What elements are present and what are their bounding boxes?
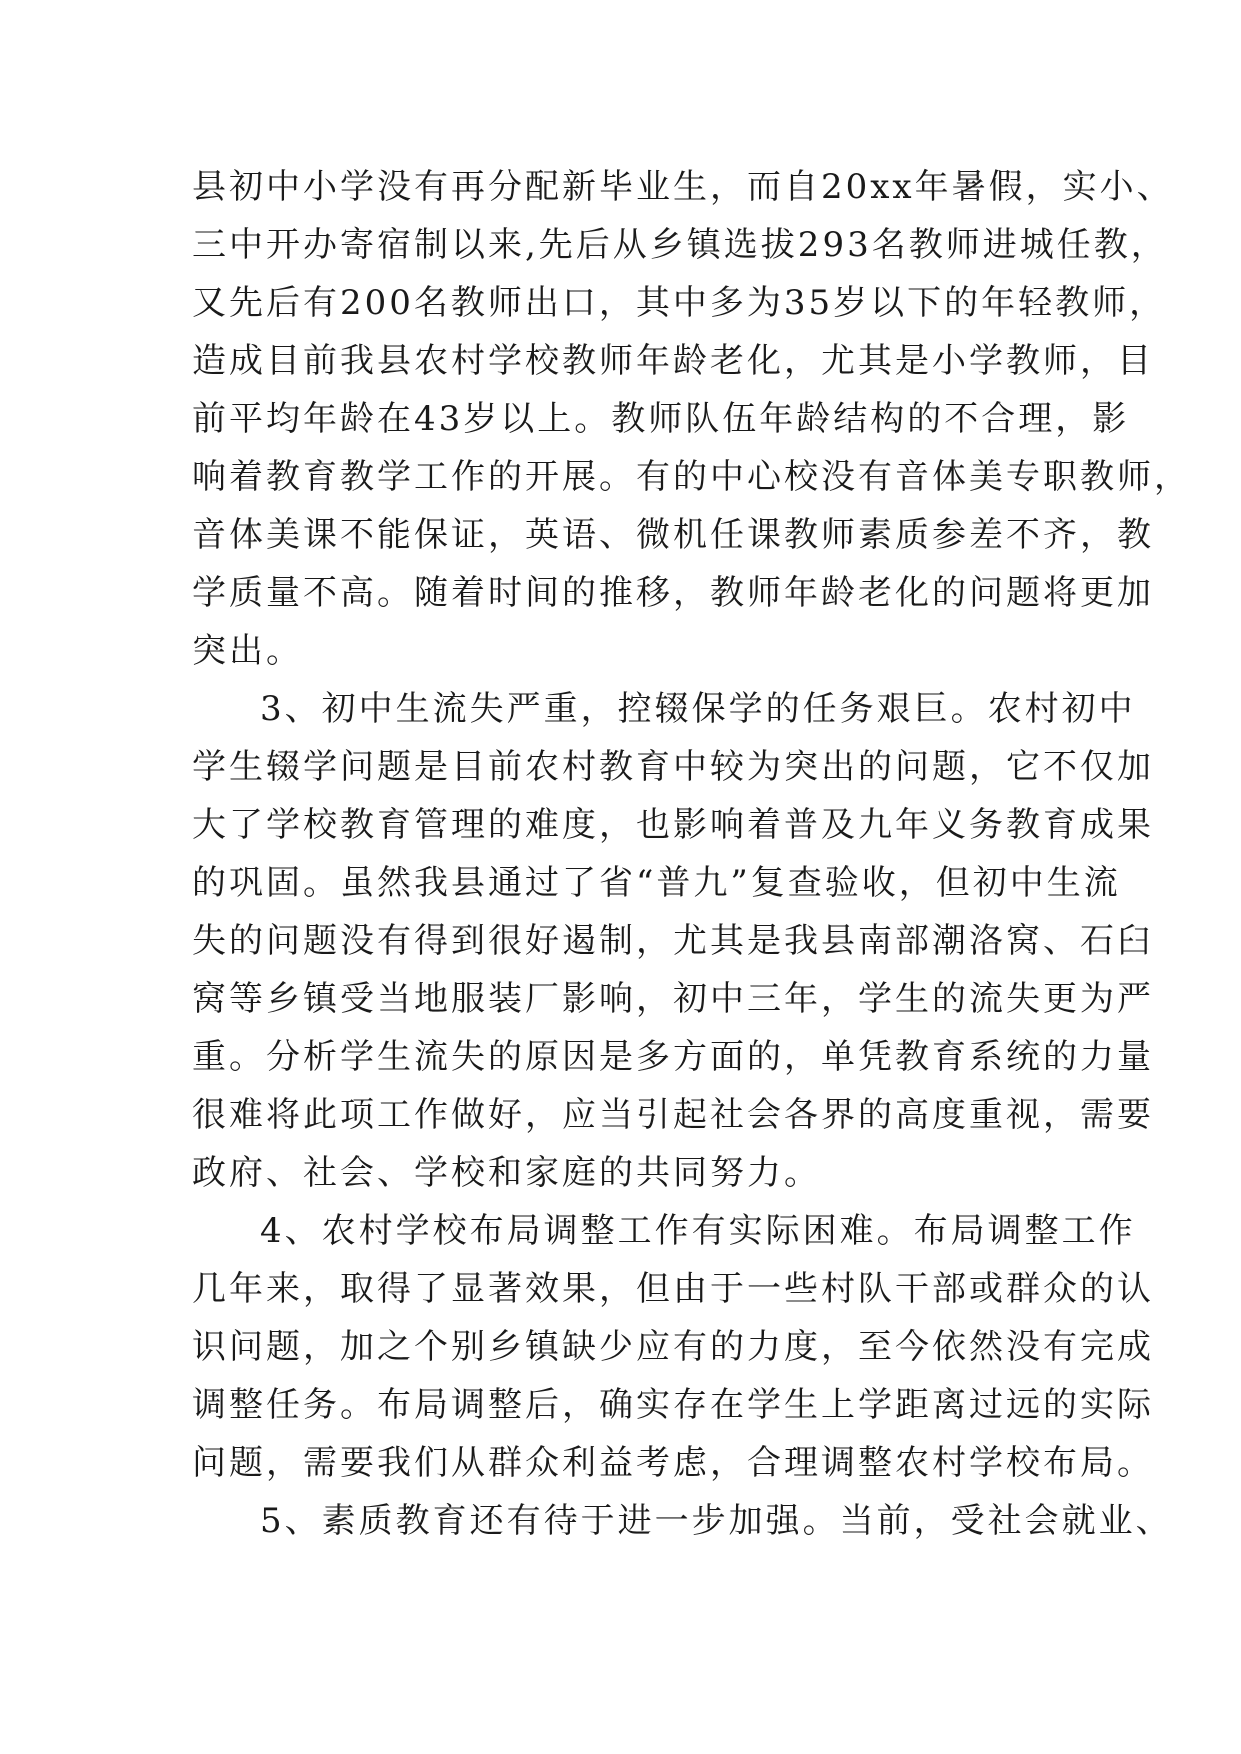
paragraph-start-line: 3、初中生流失严重，控辍保学的任务艰巨。农村初中: [260, 689, 1136, 729]
text-line: 的巩固。虽然我县通过了省“普九”复查验收，但初中生流: [192, 863, 1121, 903]
text-line: 几年来，取得了显著效果，但由于一些村队干部或群众的认: [192, 1269, 1154, 1309]
text-line: 三中开办寄宿制以来,先后从乡镇选拔293名教师进城任教，: [192, 225, 1168, 265]
text-line: 失的问题没有得到很好遏制，尤其是我县南部潮洛窝、石臼: [192, 921, 1154, 961]
text-line: 学质量不高。随着时间的推移，教师年龄老化的问题将更加: [192, 573, 1154, 613]
text-line: 突出。: [192, 631, 303, 671]
text-line: 重。分析学生流失的原因是多方面的，单凭教育系统的力量: [192, 1037, 1154, 1077]
text-line: 政府、社会、学校和家庭的共同努力。: [192, 1153, 821, 1193]
text-line: 又先后有200名教师出口，其中多为35岁以下的年轻教师，: [192, 283, 1167, 323]
text-line: 前平均年龄在43岁以上。教师队伍年龄结构的不合理，影: [192, 399, 1130, 439]
paragraph-start-line: 4、农村学校布局调整工作有实际困难。布局调整工作: [260, 1211, 1136, 1251]
text-line: 造成目前我县农村学校教师年龄老化，尤其是小学教师，目: [192, 341, 1154, 381]
text-line: 响着教育教学工作的开展。有的中心校没有音体美专职教师，: [192, 457, 1191, 497]
body-text: [192, 158, 1191, 1550]
text-line: 问题，需要我们从群众利益考虑，合理调整农村学校布局。: [192, 1443, 1154, 1483]
text-line: 调整任务。布局调整后，确实存在学生上学距离过远的实际: [192, 1385, 1154, 1425]
text-line: 大了学校教育管理的难度，也影响着普及九年义务教育成果: [192, 805, 1154, 845]
paragraph-start-line: 5、素质教育还有待于进一步加强。当前，受社会就业、: [260, 1501, 1173, 1541]
text-line: 音体美课不能保证，英语、微机任课教师素质参差不齐，教: [192, 515, 1154, 555]
text-line: 窝等乡镇受当地服装厂影响，初中三年，学生的流失更为严: [192, 979, 1154, 1019]
text-line: 很难将此项工作做好，应当引起社会各界的高度重视，需要: [192, 1095, 1154, 1135]
text-line: 县初中小学没有再分配新毕业生，而自20xx年暑假，实小、: [192, 167, 1174, 207]
text-line: 学生辍学问题是目前农村教育中较为突出的问题，它不仅加: [192, 747, 1154, 787]
text-line: 识问题，加之个别乡镇缺少应有的力度，至今依然没有完成: [192, 1327, 1154, 1367]
